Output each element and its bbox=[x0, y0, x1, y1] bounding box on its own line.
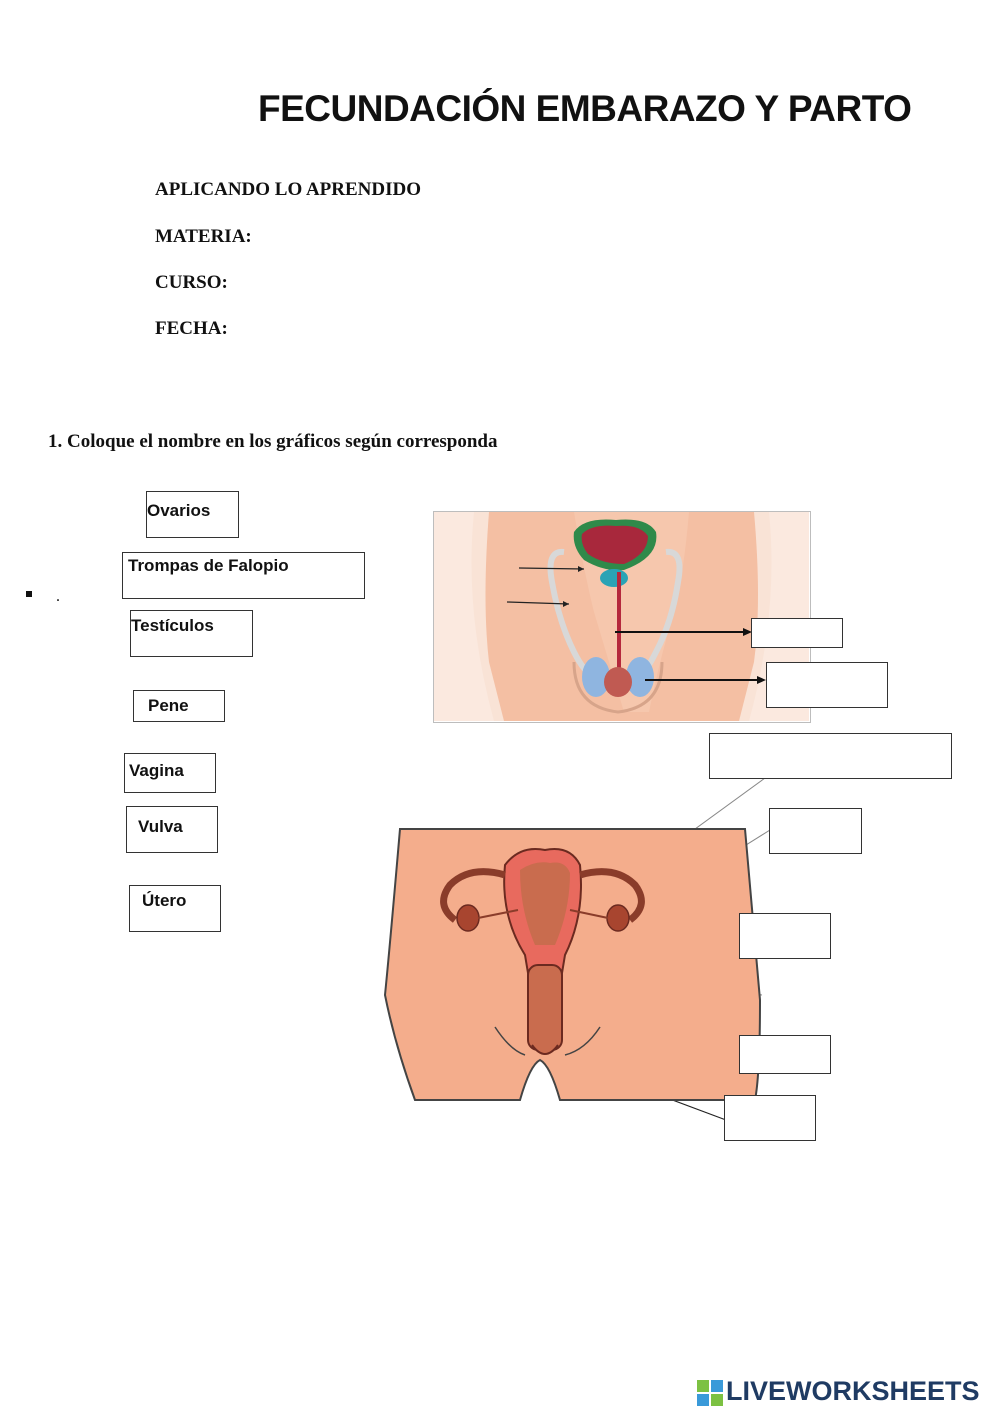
word-label: Vagina bbox=[129, 761, 184, 780]
liveworksheets-logo-icon bbox=[697, 1380, 723, 1406]
materia-label: MATERIA: bbox=[155, 226, 252, 247]
section-heading: APLICANDO LO APRENDIDO bbox=[155, 179, 422, 200]
answer-box-1[interactable] bbox=[751, 618, 843, 648]
word-label: Trompas de Falopio bbox=[128, 556, 289, 575]
answer-box-4[interactable] bbox=[769, 808, 862, 854]
word-label: Vulva bbox=[138, 817, 183, 836]
question-instruction: 1. Coloque el nombre en los gráficos según corresponda bbox=[48, 431, 498, 452]
page-title: FECUNDACIÓN EMBARAZO Y PARTO bbox=[258, 88, 912, 129]
answer-box-7[interactable] bbox=[724, 1095, 816, 1141]
word-label: Ovarios bbox=[147, 501, 211, 520]
word-label: Útero bbox=[142, 891, 187, 910]
curso-label: CURSO: bbox=[155, 272, 228, 293]
brand-wordmark[interactable]: LIVEWORKSHEETS bbox=[726, 1376, 980, 1406]
answer-box-6[interactable] bbox=[739, 1035, 831, 1074]
word-label: Pene bbox=[148, 696, 189, 715]
bullet-dot-text: . bbox=[56, 588, 60, 605]
answer-box-3[interactable] bbox=[709, 733, 952, 779]
word-label: Testículos bbox=[131, 616, 214, 635]
answer-box-2[interactable] bbox=[766, 662, 888, 708]
answer-box-5[interactable] bbox=[739, 913, 831, 959]
fecha-label: FECHA: bbox=[155, 318, 228, 339]
